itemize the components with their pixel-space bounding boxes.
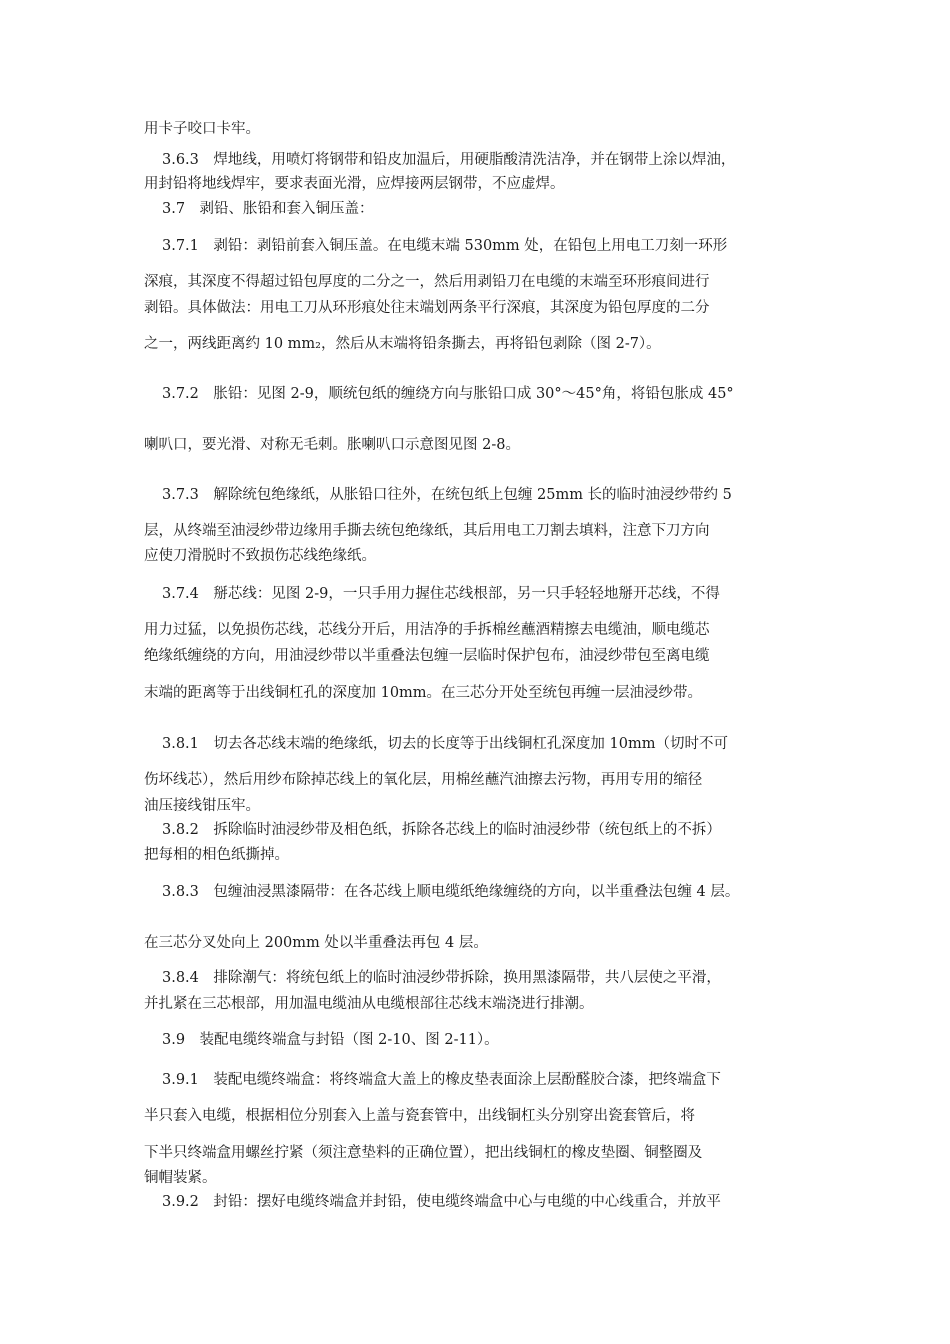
text-line: 下半只终端盒用螺丝拧紧（须注意垫料的正确位置），把出线铜杠的橡皮垫圈、铜整圈及 bbox=[144, 1145, 703, 1161]
text-line: 铜帽装紧。 bbox=[144, 1170, 217, 1186]
text-line: 层，从终端至油浸纱带边缘用手撕去统包绝缘纸，其后用电工刀割去填料，注意下刀方向 bbox=[144, 523, 710, 539]
text-line: 3.8.1 切去各芯线末端的绝缘纸，切去的长度等于出线铜杠孔深度加 10mm（切时不可 bbox=[162, 736, 728, 752]
section-heading: 3.7 剥铅、胀铅和套入铜压盖： bbox=[162, 201, 374, 217]
text-line: 3.8.3 包缠油浸黑漆隔带：在各芯线上顺电缆纸绝缘缠绕的方向，以半重叠法包缠 4 层。 bbox=[162, 884, 740, 900]
text-line: 用封铅将地线焊牢，要求表面光滑，应焊接两层钢带，不应虚焊。 bbox=[144, 176, 565, 192]
text-line: 3.7.2 胀铅：见图 2-9，顺统包纸的缠绕方向与胀铅口成 30°～45°角，将铅包胀成 45° bbox=[162, 386, 734, 402]
text-line: 3.7.1 剥铅：剥铅前套入铜压盖。在电缆末端 530mm 处，在铅包上用电工刀刻一环形 bbox=[162, 238, 728, 254]
text-line: 并扎紧在三芯根部，用加温电缆油从电缆根部往芯线末端浇进行排潮。 bbox=[144, 996, 594, 1012]
text-line: 在三芯分叉处向上 200mm 处以半重叠法再包 4 层。 bbox=[144, 935, 488, 951]
text-line: 3.7.3 解除统包绝缘纸，从胀铅口往外，在统包纸上包缠 25mm 长的临时油浸纱带约 5 bbox=[162, 487, 732, 503]
text-line: 3.9.2 封铅：摆好电缆终端盒并封铅，使电缆终端盒中心与电缆的中心线重合，并放平 bbox=[162, 1194, 721, 1210]
section-heading: 3.9 装配电缆终端盒与封铅（图 2-10、图 2-11）。 bbox=[162, 1032, 499, 1048]
text-line: 喇叭口，要光滑、对称无毛刺。胀喇叭口示意图见图 2-8。 bbox=[144, 437, 520, 453]
text-line: 油压接线钳压牢。 bbox=[144, 798, 260, 814]
text-line: 绝缘纸缠绕的方向，用油浸纱带以半重叠法包缠一层临时保护包布，油浸纱带包至离电缆 bbox=[144, 648, 710, 664]
text-line: 深痕，其深度不得超过铅包厚度的二分之一，然后用剥铅刀在电缆的末端至环形痕间进行 bbox=[144, 274, 710, 290]
text-line: 3.7.4 掰芯线：见图 2-9，一只手用力握住芯线根部，另一只手轻轻地掰开芯线，不得 bbox=[162, 586, 720, 602]
text-line: 剥铅。具体做法：用电工刀从环形痕处往末端划两条平行深痕，其深度为铅包厚度的二分 bbox=[144, 300, 710, 316]
text-line: 之一，两线距离约 10 mm₂，然后从末端将铅条撕去，再将铅包剥除（图 2-7）。 bbox=[144, 336, 661, 352]
text-line: 用力过猛，以免损伤芯线，芯线分开后，用洁净的手拆棉丝蘸酒精擦去电缆油，顺电缆芯 bbox=[144, 622, 710, 638]
text-line: 半只套入电缆，根据相位分别套入上盖与瓷套管中，出线铜杠头分别穿出瓷套管后，将 bbox=[144, 1108, 695, 1124]
text-line: 3.8.4 排除潮气：将统包纸上的临时油浸纱带拆除，换用黑漆隔带，共八层使之平滑， bbox=[162, 970, 721, 986]
text-line: 应使刀滑脱时不致损伤芯线绝缘纸。 bbox=[144, 548, 376, 564]
text-line: 伤坏线芯），然后用纱布除掉芯线上的氧化层，用棉丝蘸汽油擦去污物，再用专用的缩径 bbox=[144, 772, 703, 788]
text-line: 把每相的相色纸撕掉。 bbox=[144, 847, 289, 863]
text-line: 3.9.1 装配电缆终端盒：将终端盒大盖上的橡皮垫表面涂上层酚醛胶合漆，把终端盒下 bbox=[162, 1072, 721, 1088]
text-line: 3.6.3 焊地线，用喷灯将钢带和铅皮加温后，用硬脂酸清洗洁净，并在钢带上涂以焊油， bbox=[162, 152, 736, 168]
text-line: 用卡子咬口卡牢。 bbox=[144, 121, 260, 137]
text-line: 3.8.2 拆除临时油浸纱带及相色纸，拆除各芯线上的临时油浸纱带（统包纸上的不拆） bbox=[162, 822, 721, 838]
text-line: 末端的距离等于出线铜杠孔的深度加 10mm。在三芯分开处至统包再缠一层油浸纱带。 bbox=[144, 685, 703, 701]
